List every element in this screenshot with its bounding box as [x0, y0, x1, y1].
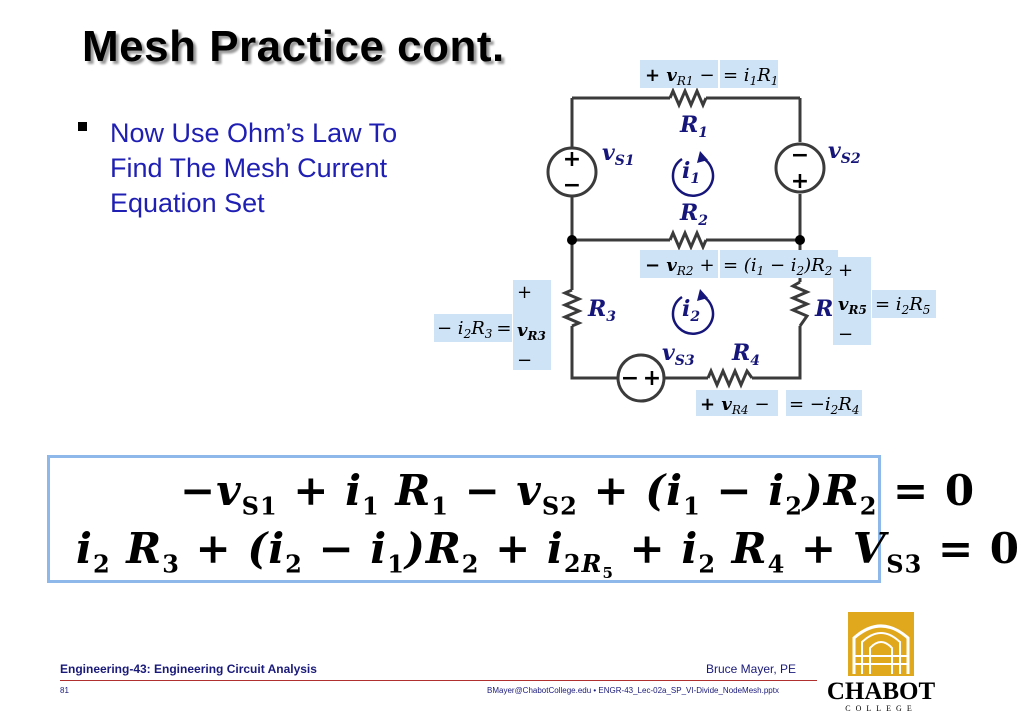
- node-dot-right: [795, 235, 805, 245]
- bullet-line-2: Find The Mesh Current: [110, 153, 388, 183]
- r5-v-text: $v_{R5}$: [838, 294, 867, 317]
- label-vs3: $v_{S3}$: [662, 340, 695, 369]
- r1-law-text: = $i_1R_1$: [723, 65, 779, 88]
- r3-v-text: $v_{R3}$: [517, 320, 546, 343]
- vs3-minus-sign: −: [620, 366, 640, 391]
- logo-name: CHABOT: [826, 678, 936, 705]
- label-r2: $R_2$: [680, 200, 709, 229]
- resistor-r3: [565, 290, 579, 326]
- r5-minus-text: −: [838, 324, 854, 345]
- bullet-line-3: Equation Set: [110, 188, 265, 218]
- gold-arch-icon: [826, 608, 936, 680]
- vs2-plus-sign: +: [790, 169, 810, 194]
- vs1-plus-sign: +: [562, 147, 582, 172]
- footer-course: Engineering-43: Engineering Circuit Analysis: [60, 662, 317, 676]
- r5-plus-text: +: [838, 260, 854, 281]
- r3-plus-text: +: [517, 282, 533, 303]
- r3-law-text: − $i_2R_3$ =: [437, 318, 512, 341]
- node-dot-left: [567, 235, 577, 245]
- bullet-line-1: Now Use Ohm’s Law To: [110, 118, 398, 148]
- equation-mesh-1: $-v_{S1} + i_1$ $R_1 - v_{S2} + (i_1 - i_2)R_2 = 0$: [180, 466, 976, 521]
- r5-law-text: = $i_2R_5$: [875, 294, 931, 317]
- equation-box: [47, 455, 1020, 583]
- r4-law-text: = $-i_2R_4$: [789, 394, 860, 417]
- r4-polarity-text: + $v_{R4}$ −: [700, 394, 770, 417]
- label-r4: $R_4$: [732, 340, 761, 369]
- vs2-minus-sign: −: [790, 143, 810, 168]
- footer-author: Bruce Mayer, PE: [706, 662, 797, 676]
- label-vs2: $v_{S2}$: [828, 138, 861, 167]
- resistor-r2: [670, 233, 706, 247]
- resistor-r4: [708, 371, 752, 385]
- label-r1: $R_1$: [680, 112, 709, 141]
- r3-minus-text: −: [517, 350, 533, 371]
- resistor-r5: [793, 282, 807, 326]
- footer-divider: [60, 680, 817, 681]
- vs1-minus-sign: −: [562, 173, 582, 198]
- label-vs1: $v_{S1}$: [602, 140, 635, 169]
- r1-polarity-text: + $v_{R1}$ −: [645, 65, 715, 88]
- label-r3: $R_3$: [588, 296, 617, 325]
- equation-mesh-2: $i_2$ $R_3 + (i_2 - i_1)R_2 + i_{2R_5} + i_2$ $R_4 + V_{S3} = 0$: [76, 524, 1020, 583]
- chabot-college-logo: [826, 608, 936, 714]
- r2-law-text: = $(i_1 - i_2)R_2$: [723, 255, 833, 278]
- footer-page-number: 81: [60, 686, 69, 695]
- r2-polarity-text: − $v_{R2}$ +: [645, 255, 715, 278]
- footer-file-info: BMayer@ChabotCollege.edu • ENGR-43_Lec-02a_SP_VI-Divide_NodeMesh.pptx: [487, 686, 779, 695]
- label-i1: $i_1$: [682, 158, 701, 187]
- logo-subtitle: COLLEGE: [845, 704, 917, 713]
- label-r5: R: [815, 296, 834, 322]
- vs3-plus-sign: +: [642, 366, 662, 391]
- resistor-r1: [670, 91, 706, 105]
- slide-title: Mesh Practice cont.: [82, 22, 505, 71]
- label-i2: $i_2$: [682, 296, 701, 325]
